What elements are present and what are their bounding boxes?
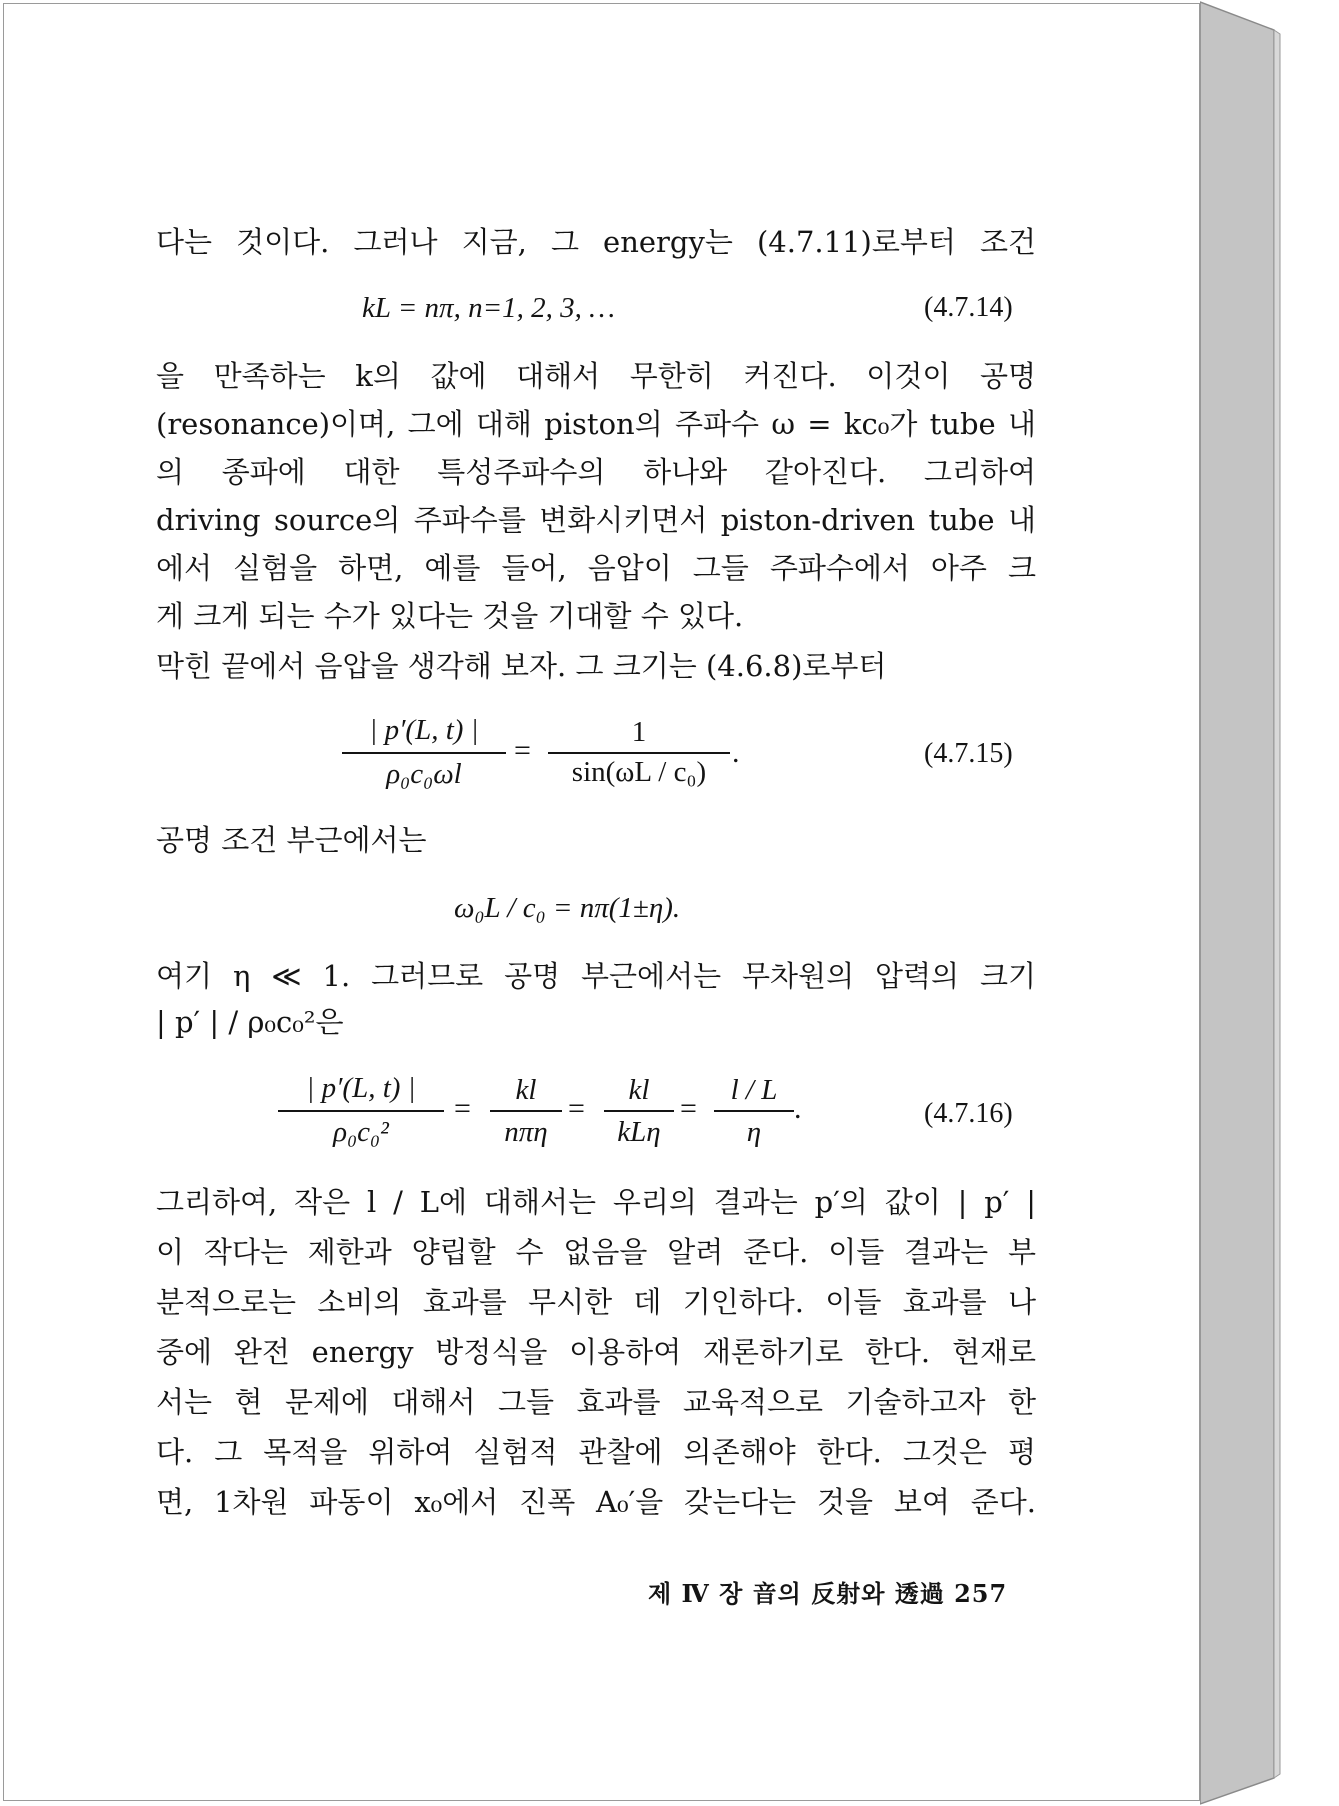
- period: .: [794, 1092, 802, 1125]
- eq-4-7-16-f2-numerator: kl: [515, 1074, 537, 1106]
- eq-4-7-15-numerator: | p′(L, t) |: [369, 714, 479, 746]
- eq-4-7-15-denominator: ρ₀c₀ωl: [386, 758, 462, 790]
- eq-4-7-16-denominator: ρ₀c₀²: [333, 1116, 389, 1148]
- text-line-17: 다. 그 목적을 위하여 실험적 관찰에 의존해야 한다. 그것은 평: [156, 1435, 1036, 1469]
- text-line-7: 게 크게 되는 수가 있다는 것을 기대할 수 있다.: [156, 599, 744, 633]
- text-line-5: driving source의 주파수를 변화시키면서 piston-driven tube 내: [156, 503, 1036, 537]
- eq-4-7-16-f3-numerator: kl: [628, 1074, 650, 1106]
- book-spine: [1200, 0, 1339, 1806]
- eq-4-7-15-rhs-numerator: 1: [631, 716, 647, 748]
- eq-4-7-16-f4-bar: [714, 1110, 794, 1112]
- equals-sign: =: [568, 1092, 585, 1125]
- text-line-9: 공명 조건 부근에서는: [156, 823, 427, 857]
- text-line-15: 중에 완전 energy 방정식을 이용하여 재론하기로 한다. 현재로: [156, 1335, 1036, 1369]
- equation-number-4-7-15: (4.7.15): [924, 738, 1013, 769]
- text-line-1: 다는 것이다. 그러나 지금, 그 energy는 (4.7.11)로부터 조건: [156, 225, 1036, 259]
- eq-4-7-16-numerator: | p′(L, t) |: [306, 1072, 416, 1104]
- eq-4-7-16-f3-bar: [604, 1110, 674, 1112]
- text-line-13: 이 작다는 제한과 양립할 수 없음을 알려 준다. 이들 결과는 부: [156, 1235, 1036, 1269]
- text-line-16: 서는 현 문제에 대해서 그들 효과를 교육적으로 기술하고자 한: [156, 1385, 1036, 1419]
- eq-4-7-16-fraction-bar: [278, 1110, 444, 1112]
- text-line-10: 여기 η ≪ 1. 그러므로 공명 부근에서는 무차원의 압력의 크기: [156, 959, 1036, 993]
- eq-4-7-16-f4-denominator: η: [746, 1116, 762, 1148]
- eq-4-7-16-f3-denominator: kLη: [617, 1116, 661, 1148]
- equals-sign: =: [514, 734, 531, 767]
- eq-4-7-16-f4-numerator: l / L: [730, 1074, 778, 1106]
- eq-4-7-15-rhs-fraction-bar: [548, 752, 730, 754]
- eq-4-7-15-rhs-denominator: sin(ωL / c₀): [571, 756, 707, 788]
- period: .: [732, 736, 740, 769]
- eq-4-7-16-f2-denominator: nπη: [504, 1116, 548, 1148]
- eq-4-7-15-fraction-bar: [342, 752, 506, 754]
- text-line-8: 막힌 끝에서 음압을 생각해 보자. 그 크기는 (4.6.8)로부터: [156, 649, 887, 683]
- eq-4-7-16-f2-bar: [490, 1110, 562, 1112]
- text-line-3: (resonance)이며, 그에 대해 piston의 주파수 ω = kc₀가 tube 내: [156, 407, 1036, 441]
- text-line-11: | p′ | / ρ₀c₀²은: [156, 1005, 344, 1039]
- equation-resonance: ω₀L / c₀ = nπ(1±η).: [454, 892, 681, 924]
- equation-number-4-7-16: (4.7.16): [924, 1098, 1013, 1129]
- equals-sign: =: [454, 1092, 471, 1125]
- text-line-6: 에서 실험을 하면, 예를 들어, 음압이 그들 주파수에서 아주 크: [156, 551, 1036, 585]
- equation-number-4-7-14: (4.7.14): [924, 292, 1013, 323]
- text-line-18: 면, 1차원 파동이 x₀에서 진폭 A₀′을 갖는다는 것을 보여 준다.: [156, 1485, 1036, 1519]
- running-footer: 제 Ⅳ 장 音의 反射와 透過 257: [648, 1579, 1008, 1608]
- text-line-4: 의 종파에 대한 특성주파수의 하나와 같아진다. 그리하여: [156, 455, 1036, 489]
- text-line-14: 분적으로는 소비의 효과를 무시한 데 기인하다. 이들 효과를 나: [156, 1285, 1036, 1319]
- text-line-2: 을 만족하는 k의 값에 대해서 무한히 커진다. 이것이 공명: [156, 359, 1036, 393]
- equation-4-7-14: kL = nπ, n=1, 2, 3, …: [362, 292, 615, 324]
- text-line-12: 그리하여, 작은 l / L에 대해서는 우리의 결과는 p′의 값이 | p′ |: [156, 1185, 1036, 1219]
- equals-sign: =: [680, 1092, 697, 1125]
